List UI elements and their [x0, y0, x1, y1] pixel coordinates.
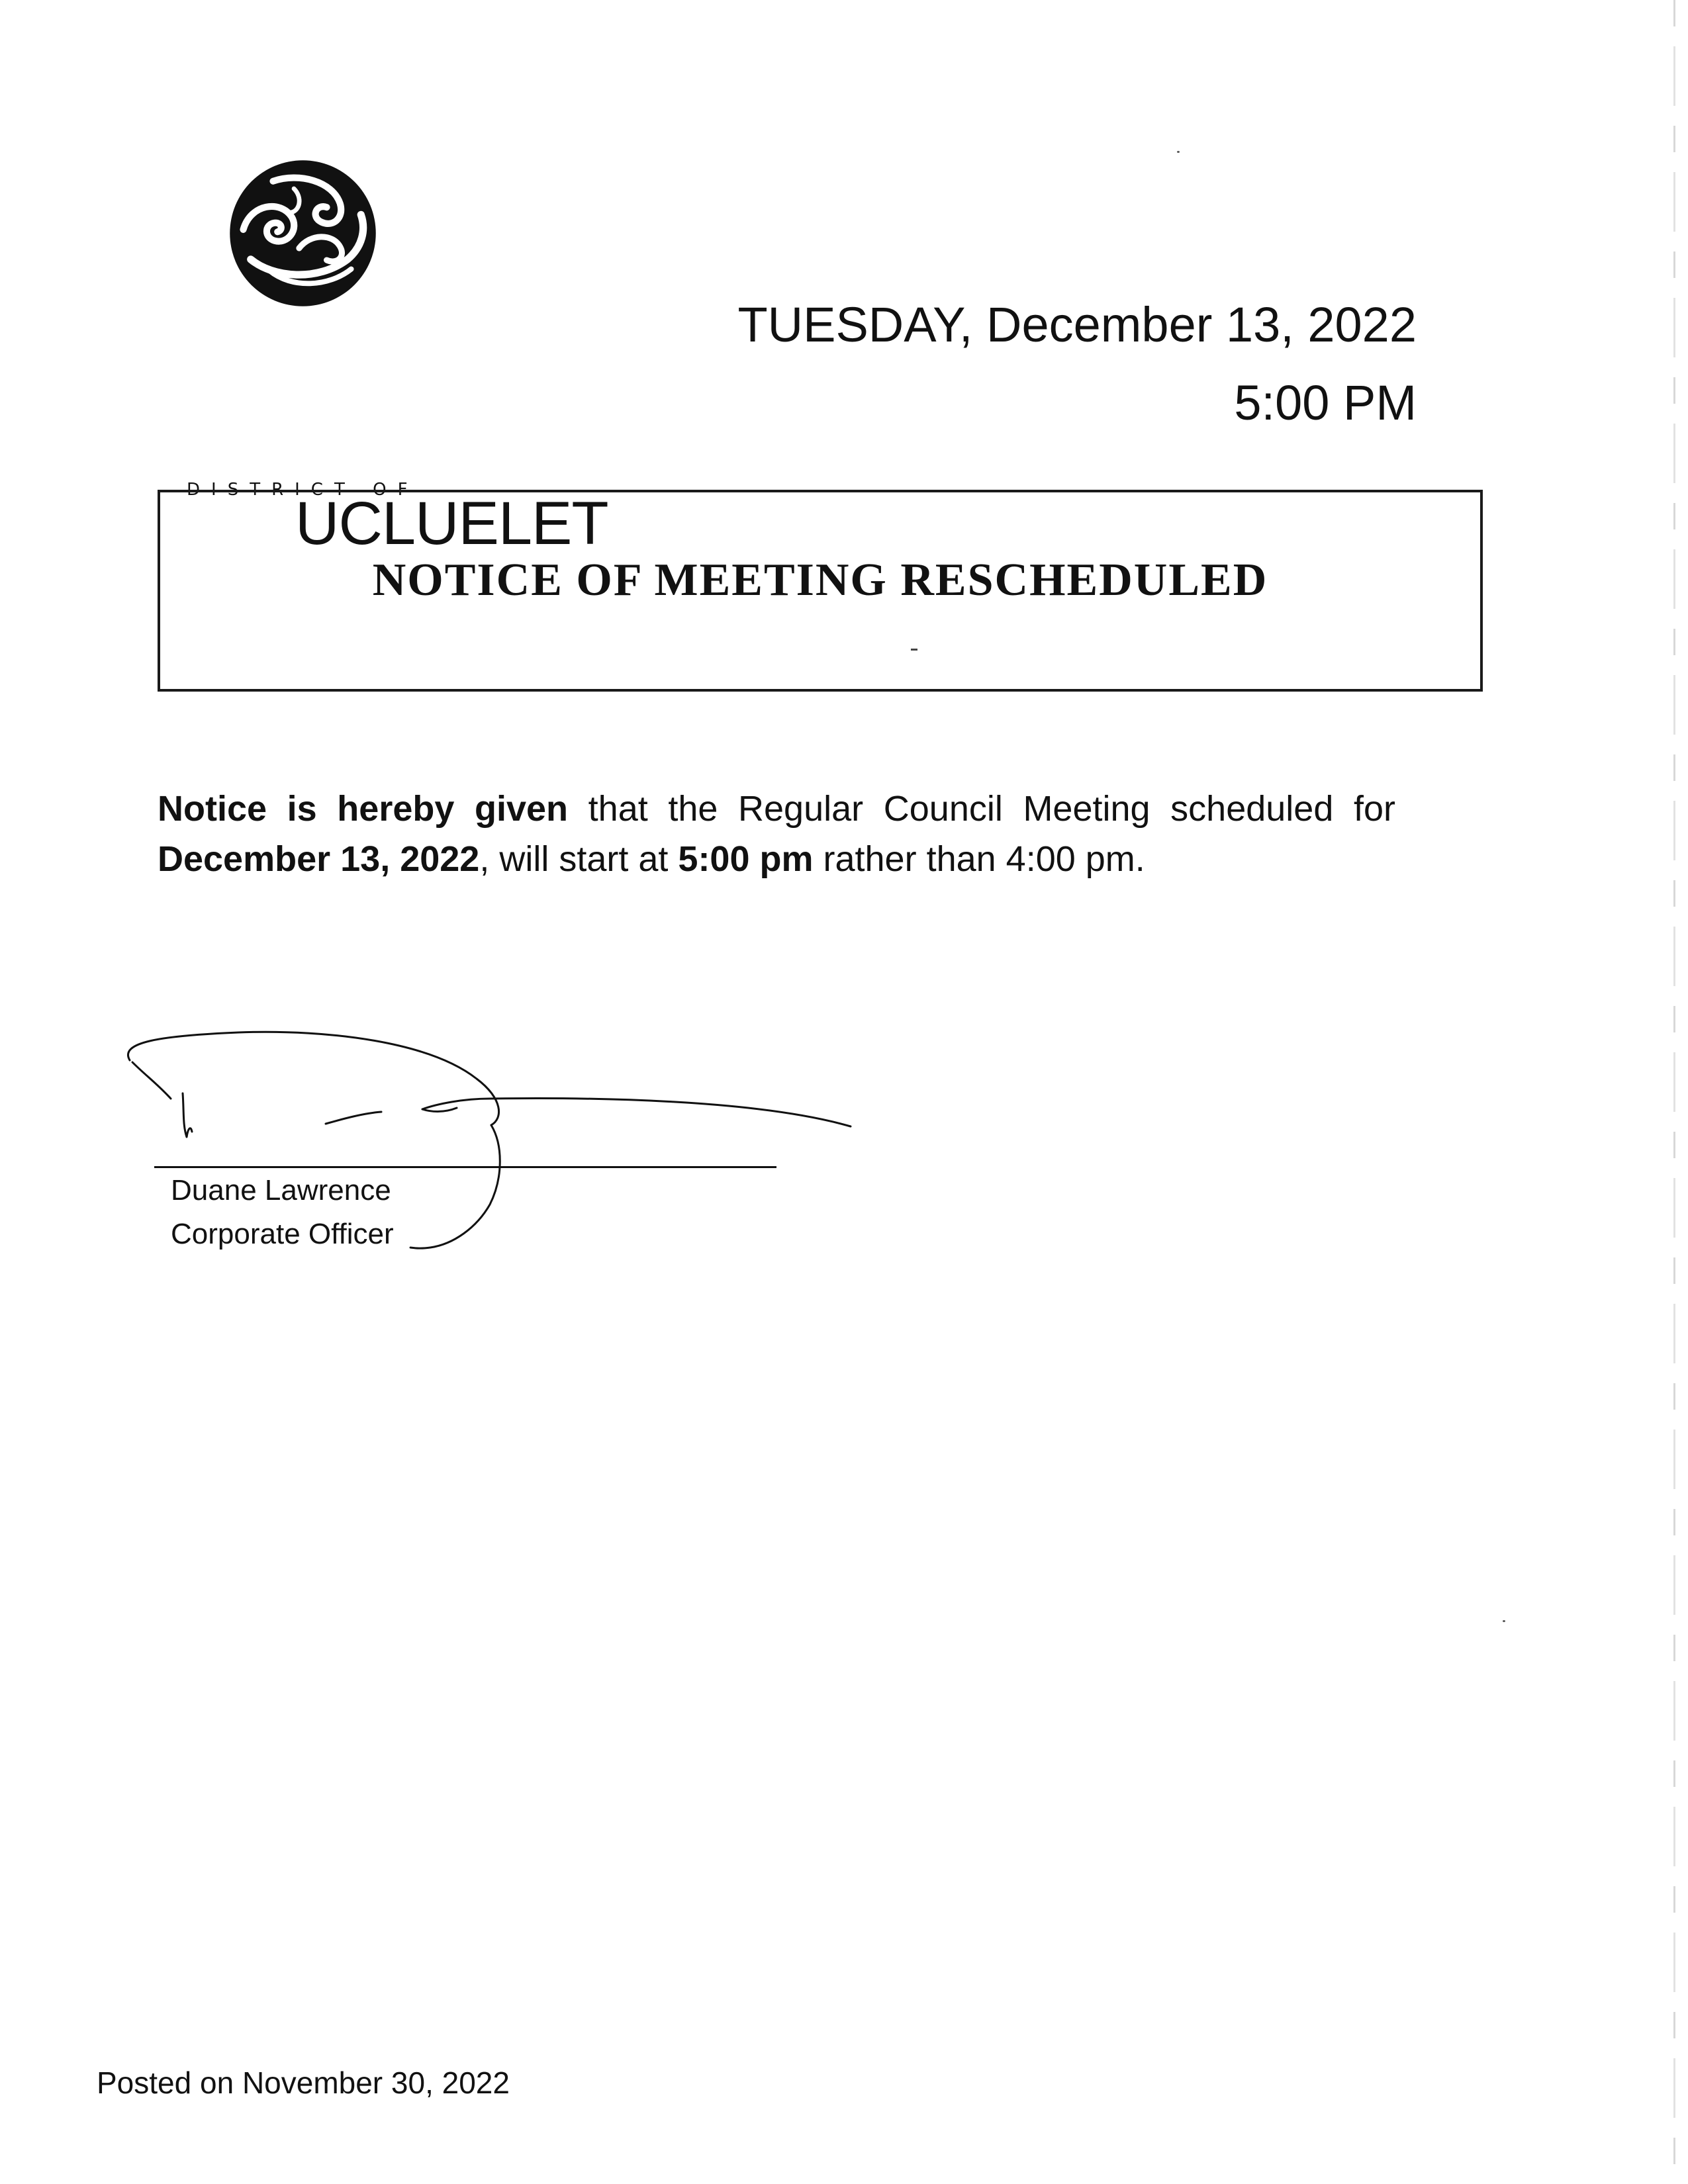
- scan-edge-artifact: [1673, 0, 1675, 2184]
- scan-speck: [1177, 151, 1180, 153]
- body-text-segment: that the Regular Council Meeting scheduled for: [568, 789, 1396, 829]
- notice-lead-phrase: Notice is hereby given: [158, 789, 569, 829]
- meeting-time-emphasis: 5:00 pm: [678, 839, 814, 879]
- scan-speck: [1503, 1620, 1505, 1622]
- signer-name: Duane Lawrence: [171, 1174, 391, 1206]
- district-logo: [146, 149, 608, 557]
- scan-speck: [911, 649, 917, 651]
- logo-district-label: DISTRICT OF: [187, 480, 419, 500]
- wave-emblem-icon: [228, 159, 377, 308]
- meeting-date-emphasis: December 13, 2022: [158, 839, 480, 879]
- body-text-segment: , will start at: [479, 839, 679, 879]
- meeting-date-block: [737, 286, 1417, 442]
- logo-municipality-name: UCLUELET: [295, 490, 608, 557]
- body-text-segment: rather than 4:00 pm.: [813, 839, 1145, 879]
- meeting-date: TUESDAY, December 13, 2022: [737, 297, 1417, 352]
- signature-line: [154, 1166, 776, 1168]
- notice-title: NOTICE OF MEETING RESCHEDULED: [372, 555, 1268, 606]
- notice-body-paragraph: [158, 784, 1395, 884]
- meeting-time: 5:00 PM: [1234, 375, 1417, 430]
- notice-title-box: [158, 490, 1483, 692]
- posted-date: Posted on November 30, 2022: [97, 2066, 510, 2100]
- signer-title: Corporate Officer: [171, 1218, 394, 1250]
